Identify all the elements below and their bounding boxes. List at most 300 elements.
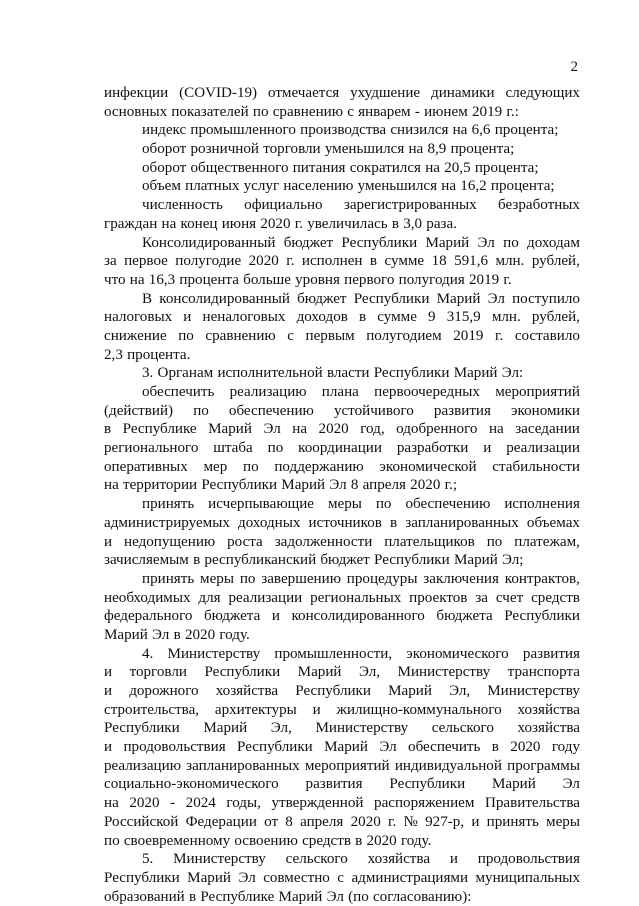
- page-number: 2: [570, 59, 578, 75]
- text-word: Республики: [353, 290, 430, 307]
- text-word: принять: [142, 570, 195, 587]
- text-word: объемах: [526, 514, 580, 531]
- text-word: и: [183, 309, 192, 326]
- text-word: Марий: [187, 869, 231, 886]
- text-word: за: [104, 253, 117, 270]
- text-word: и: [449, 851, 458, 868]
- text-word: Марий: [453, 552, 498, 569]
- text-word: Эл,: [270, 720, 292, 737]
- text-word: году.: [400, 832, 432, 849]
- text-word: координации: [298, 440, 382, 457]
- text-word: консолидированный: [159, 290, 290, 307]
- text-word: средств: [302, 832, 351, 849]
- text-word: на: [425, 159, 440, 176]
- text-word: Министерству: [167, 645, 261, 662]
- text-word: полугодия: [398, 271, 465, 288]
- text-word: Эл: [379, 739, 397, 756]
- text-word: питания: [292, 159, 346, 176]
- text-word: меры: [200, 570, 234, 587]
- text-word: (действий): [104, 402, 174, 419]
- text-word: 4.: [142, 645, 154, 662]
- text-word: с: [337, 869, 344, 886]
- text-word: июня: [221, 215, 257, 232]
- text-word: граждан: [104, 215, 158, 232]
- text-word: индекс: [142, 122, 187, 139]
- text-word: и: [104, 533, 113, 550]
- text-line: [104, 514, 580, 533]
- text-word: поступило: [512, 290, 580, 307]
- text-word: в: [193, 552, 201, 569]
- text-word: полугодием: [366, 327, 442, 344]
- text-line: [104, 701, 580, 720]
- text-word: 591,6: [454, 253, 489, 270]
- text-line: [104, 458, 580, 477]
- text-line: [104, 589, 580, 608]
- text-word: плательщиков: [384, 533, 475, 550]
- text-word: Правительства: [484, 795, 580, 812]
- text-word: 315,9: [446, 309, 481, 326]
- text-word: году: [551, 739, 580, 756]
- text-line: [104, 551, 580, 570]
- text-line: [104, 775, 580, 794]
- text-word: от: [264, 813, 279, 830]
- text-word: Эл: [477, 234, 495, 251]
- text-word: процента.: [127, 346, 191, 363]
- text-word: 2020: [318, 421, 349, 438]
- text-word: по: [239, 570, 256, 587]
- text-word: платежам,: [514, 533, 580, 550]
- text-word: исполнен: [301, 253, 363, 270]
- text-word: зарегистрированных: [343, 197, 477, 214]
- text-word: и: [471, 813, 480, 830]
- text-word: 8,9: [427, 141, 447, 158]
- text-word: январем: [358, 103, 411, 120]
- text-word: реализацию: [229, 384, 307, 400]
- text-line: [104, 420, 580, 439]
- text-word: 2020: [129, 795, 160, 812]
- text-word: г.: [286, 253, 295, 270]
- text-word: 9: [428, 309, 436, 326]
- text-word: (по: [348, 888, 369, 905]
- text-line: [104, 346, 580, 365]
- text-word: администрируемых: [104, 514, 230, 531]
- text-word: утвержденной: [271, 795, 364, 812]
- text-word: реализации: [228, 589, 303, 606]
- text-word: средств: [531, 589, 580, 606]
- text-word: бюджет: [320, 552, 370, 569]
- text-word: исполнительной: [217, 365, 323, 382]
- text-line: [104, 663, 580, 682]
- text-word: продовольствия: [477, 851, 580, 868]
- text-word: консолидированного: [291, 608, 425, 625]
- text-word: в: [173, 626, 181, 643]
- text-word: сумме: [377, 309, 417, 326]
- text-word: хозяйства: [517, 720, 580, 737]
- text-word: Эл: [562, 776, 580, 793]
- text-word: производства: [300, 122, 387, 139]
- text-word: мероприятий: [495, 384, 580, 400]
- text-word: Марий: [388, 683, 432, 699]
- text-word: г.:: [506, 103, 519, 120]
- text-word: администрациями: [351, 869, 469, 886]
- text-word: 2020: [350, 813, 381, 830]
- text-word: Эл;: [502, 552, 524, 569]
- text-word: на: [452, 122, 468, 139]
- text-word: за: [475, 589, 488, 606]
- text-word: территории: [123, 477, 198, 494]
- text-word: и: [312, 701, 321, 718]
- text-word: Эл: [326, 888, 344, 905]
- text-word: Министерству: [315, 720, 409, 737]
- text-word: продовольствия: [123, 739, 226, 756]
- text-word: принять: [486, 813, 539, 830]
- text-word: г.: [294, 215, 303, 232]
- text-line: [104, 121, 580, 140]
- text-word: дорожного: [129, 683, 199, 699]
- text-line: [104, 495, 580, 514]
- text-word: уменьшился: [324, 141, 405, 158]
- text-word: сократился: [349, 159, 421, 176]
- text-word: обеспечить: [142, 384, 215, 400]
- text-word: с: [347, 103, 354, 120]
- text-word: своевременному: [123, 832, 231, 849]
- text-word: первого: [344, 271, 395, 288]
- text-word: численность: [142, 197, 223, 214]
- text-word: в: [104, 421, 112, 438]
- text-word: 6,6: [471, 122, 491, 139]
- text-line: [104, 476, 580, 495]
- text-word: оперативных: [104, 458, 188, 475]
- text-word: исчерпывающие: [208, 496, 314, 513]
- text-word: г.: [388, 813, 397, 830]
- text-word: Эл: [263, 421, 281, 438]
- text-word: 16,2: [460, 178, 487, 195]
- text-word: процента: [179, 271, 239, 288]
- text-word: на: [292, 421, 308, 438]
- text-word: В: [142, 290, 153, 307]
- text-word: по: [503, 234, 519, 251]
- text-word: программы: [507, 757, 580, 774]
- text-word: неналоговых: [202, 309, 286, 326]
- text-word: запланированных: [405, 514, 519, 531]
- text-word: одобренного: [396, 421, 478, 438]
- text-word: (COVID-19): [179, 85, 258, 101]
- text-word: стабильности: [492, 458, 580, 475]
- text-word: год,: [360, 421, 385, 438]
- text-line: [104, 252, 580, 271]
- text-word: на: [408, 141, 424, 158]
- text-word: и: [104, 683, 113, 699]
- text-word: Органам: [157, 365, 214, 382]
- text-word: Консолидированный: [142, 234, 276, 251]
- text-word: распоряжением: [374, 795, 475, 812]
- text-word: сумме: [384, 253, 425, 270]
- text-word: Республики: [373, 365, 450, 382]
- text-word: 2,3: [104, 346, 123, 363]
- text-word: Республики: [237, 739, 313, 756]
- text-word: платных: [185, 178, 240, 195]
- text-word: 16,3: [148, 271, 176, 288]
- text-word: 3,0: [403, 215, 423, 232]
- text-word: Республики: [389, 776, 466, 793]
- text-word: конец: [180, 215, 218, 232]
- text-word: проектов: [409, 589, 468, 606]
- text-word: принять: [142, 496, 195, 513]
- text-word: снижение: [104, 327, 167, 344]
- text-word: 2020: [510, 739, 541, 756]
- text-line: [104, 215, 580, 234]
- text-line: [104, 140, 580, 159]
- text-line: [104, 570, 580, 589]
- text-word: промышленности,: [274, 645, 393, 662]
- text-word: совместно: [263, 869, 330, 886]
- text-word: Марий: [208, 421, 252, 438]
- text-word: рублей,: [531, 253, 580, 270]
- text-word: 3.: [142, 365, 154, 382]
- text-word: первым: [305, 327, 355, 344]
- text-word: на: [104, 477, 119, 494]
- text-word: региональных: [310, 589, 402, 606]
- text-word: в: [369, 253, 378, 270]
- text-line: [104, 869, 580, 888]
- text-word: архитектуры: [214, 701, 297, 718]
- text-word: на: [104, 795, 119, 812]
- text-word: согласованию):: [372, 888, 472, 905]
- text-word: апреля: [300, 813, 344, 830]
- text-word: недопущению: [124, 533, 216, 550]
- text-word: увеличилась: [307, 215, 388, 232]
- text-word: Эл,: [449, 683, 471, 699]
- text-word: млн.: [495, 253, 525, 270]
- text-word: полугодие: [175, 253, 242, 270]
- text-line: [104, 402, 580, 421]
- text-word: -: [170, 795, 176, 812]
- text-word: динамики: [431, 85, 495, 101]
- text-word: и: [271, 608, 280, 625]
- text-word: обеспечению: [228, 402, 314, 419]
- text-word: Министерству: [397, 664, 491, 681]
- text-word: доходных: [238, 514, 301, 531]
- text-word: бюджет: [283, 234, 334, 251]
- text-word: официально: [244, 197, 323, 214]
- text-word: обеспечению: [405, 496, 491, 513]
- text-word: транспорта: [507, 664, 580, 681]
- text-word: объем: [142, 178, 181, 195]
- text-word: 18: [431, 253, 447, 270]
- text-word: млн.: [491, 309, 521, 326]
- text-word: штаба: [213, 440, 253, 457]
- text-word: мероприятий: [304, 757, 390, 774]
- text-word: Министерству: [487, 683, 580, 699]
- text-word: бюджета: [436, 608, 493, 625]
- text-word: №: [403, 813, 418, 830]
- text-word: 2020: [260, 215, 291, 232]
- text-word: Марий: [281, 477, 326, 494]
- text-word: сельского: [285, 851, 348, 868]
- text-word: образований: [104, 888, 185, 905]
- text-line: [104, 682, 580, 701]
- text-word: Республике: [122, 421, 197, 438]
- text-line: [104, 794, 580, 813]
- text-word: Республики: [504, 608, 580, 625]
- text-word: рублей,: [531, 309, 580, 326]
- text-word: 5.: [142, 851, 154, 868]
- text-word: развития: [522, 645, 580, 662]
- text-line: [104, 196, 580, 215]
- text-word: 2020: [184, 626, 216, 643]
- text-line: [104, 234, 580, 253]
- text-line: [104, 850, 580, 869]
- text-word: на: [441, 178, 457, 195]
- text-word: 8: [285, 813, 293, 830]
- document-body: [104, 84, 580, 906]
- text-line: [104, 383, 580, 402]
- text-word: бюджет: [297, 290, 347, 307]
- text-word: по: [252, 103, 269, 120]
- text-word: меры: [546, 813, 580, 830]
- text-word: 8: [350, 477, 359, 494]
- text-word: по: [486, 533, 503, 550]
- text-word: Марий: [492, 776, 536, 793]
- text-word: поддержанию: [274, 458, 364, 475]
- text-word: Марий: [104, 626, 148, 643]
- text-word: розничной: [190, 141, 259, 158]
- text-word: мер: [203, 458, 228, 475]
- text-word: и: [104, 664, 113, 681]
- text-word: на: [161, 215, 177, 232]
- text-word: в: [391, 215, 399, 232]
- text-word: следующих: [505, 85, 580, 101]
- text-line: [104, 439, 580, 458]
- text-word: процента;: [490, 178, 555, 195]
- text-word: в: [390, 514, 398, 531]
- text-word: бюджета: [204, 608, 261, 625]
- text-word: Министерству: [173, 851, 266, 868]
- text-word: экономической: [379, 458, 477, 475]
- text-word: по: [104, 832, 120, 849]
- text-word: уровня: [295, 271, 340, 288]
- text-line: [104, 533, 580, 552]
- text-word: Эл: [487, 290, 505, 307]
- text-word: основных: [104, 103, 168, 120]
- text-word: Эл: [152, 626, 170, 643]
- text-word: жилищно-коммунального: [336, 701, 502, 718]
- text-line: [104, 813, 580, 832]
- text-word: году.: [219, 626, 250, 643]
- text-word: хозяйства: [367, 851, 431, 868]
- text-word: сравнению: [205, 327, 276, 344]
- text-word: что: [104, 271, 126, 288]
- text-word: контрактов,: [504, 570, 580, 587]
- text-word: Марий: [297, 664, 342, 681]
- text-word: первое: [124, 253, 168, 270]
- text-word: Эл,: [358, 664, 381, 681]
- text-word: процедуры: [346, 570, 418, 587]
- text-word: процента;: [494, 122, 559, 139]
- text-word: 2019: [468, 271, 500, 288]
- text-word: 2020: [366, 832, 397, 849]
- text-word: и: [483, 440, 492, 457]
- text-word: г.: [503, 271, 512, 288]
- text-word: 2019: [453, 327, 484, 344]
- text-word: 2019: [471, 103, 503, 120]
- text-word: реализацию: [104, 757, 181, 774]
- text-word: Марий: [203, 720, 248, 737]
- text-word: счет: [495, 589, 524, 606]
- text-word: процента;: [450, 141, 515, 158]
- text-word: устойчивого: [333, 402, 414, 419]
- text-word: освоению: [234, 832, 298, 849]
- text-line: [104, 719, 580, 738]
- text-word: по: [267, 440, 284, 457]
- text-word: первоочередных: [374, 384, 480, 400]
- text-word: для: [198, 589, 221, 606]
- text-line: [104, 645, 580, 664]
- text-word: завершению: [261, 570, 341, 587]
- text-word: запланированных: [186, 757, 300, 774]
- text-word: экономики: [511, 402, 580, 419]
- text-word: доходам: [527, 234, 580, 251]
- text-word: сравнению: [272, 103, 344, 120]
- text-word: торговли: [263, 141, 321, 158]
- text-word: источников: [308, 514, 382, 531]
- text-word: Республики: [204, 664, 281, 681]
- text-word: торговли: [129, 664, 187, 681]
- text-word: промышленного: [190, 122, 296, 139]
- text-line: [104, 364, 580, 383]
- text-word: Республики: [201, 477, 278, 494]
- text-line: [104, 738, 580, 757]
- text-word: оборот: [142, 141, 187, 158]
- text-line: [104, 103, 580, 122]
- text-word: Марий: [324, 739, 368, 756]
- text-word: Республики: [104, 869, 180, 886]
- text-word: налоговых: [104, 309, 173, 326]
- text-word: услуг: [243, 178, 280, 195]
- text-word: Республике: [200, 888, 275, 905]
- text-word: хозяйства: [215, 683, 279, 699]
- text-word: доходов: [296, 309, 348, 326]
- text-word: по: [178, 327, 194, 344]
- text-word: развития: [305, 776, 363, 793]
- text-word: в: [359, 309, 367, 326]
- text-word: Республики: [341, 234, 418, 251]
- text-word: показателей: [171, 103, 249, 120]
- text-word: исполнения: [504, 496, 580, 513]
- text-word: процента;: [474, 159, 539, 176]
- text-line: [104, 626, 580, 645]
- text-word: реализации: [506, 440, 580, 457]
- text-line: [104, 607, 580, 626]
- text-word: по: [243, 458, 259, 475]
- text-line: [104, 177, 580, 196]
- text-word: разработки: [396, 440, 469, 457]
- text-word: 20,5: [444, 159, 471, 176]
- text-word: с: [287, 327, 294, 344]
- text-word: регионального: [104, 440, 199, 457]
- text-word: 2024: [185, 795, 216, 812]
- text-word: -: [414, 103, 420, 120]
- text-word: безработных: [498, 197, 580, 214]
- text-word: отмечается: [267, 85, 340, 101]
- text-word: Республики: [104, 720, 180, 737]
- text-word: индивидуальной: [394, 757, 502, 774]
- text-line: [104, 757, 580, 776]
- text-word: Эл: [238, 869, 256, 886]
- text-word: 2020: [410, 477, 441, 494]
- text-word: Республики: [374, 552, 450, 569]
- text-line: [104, 327, 580, 346]
